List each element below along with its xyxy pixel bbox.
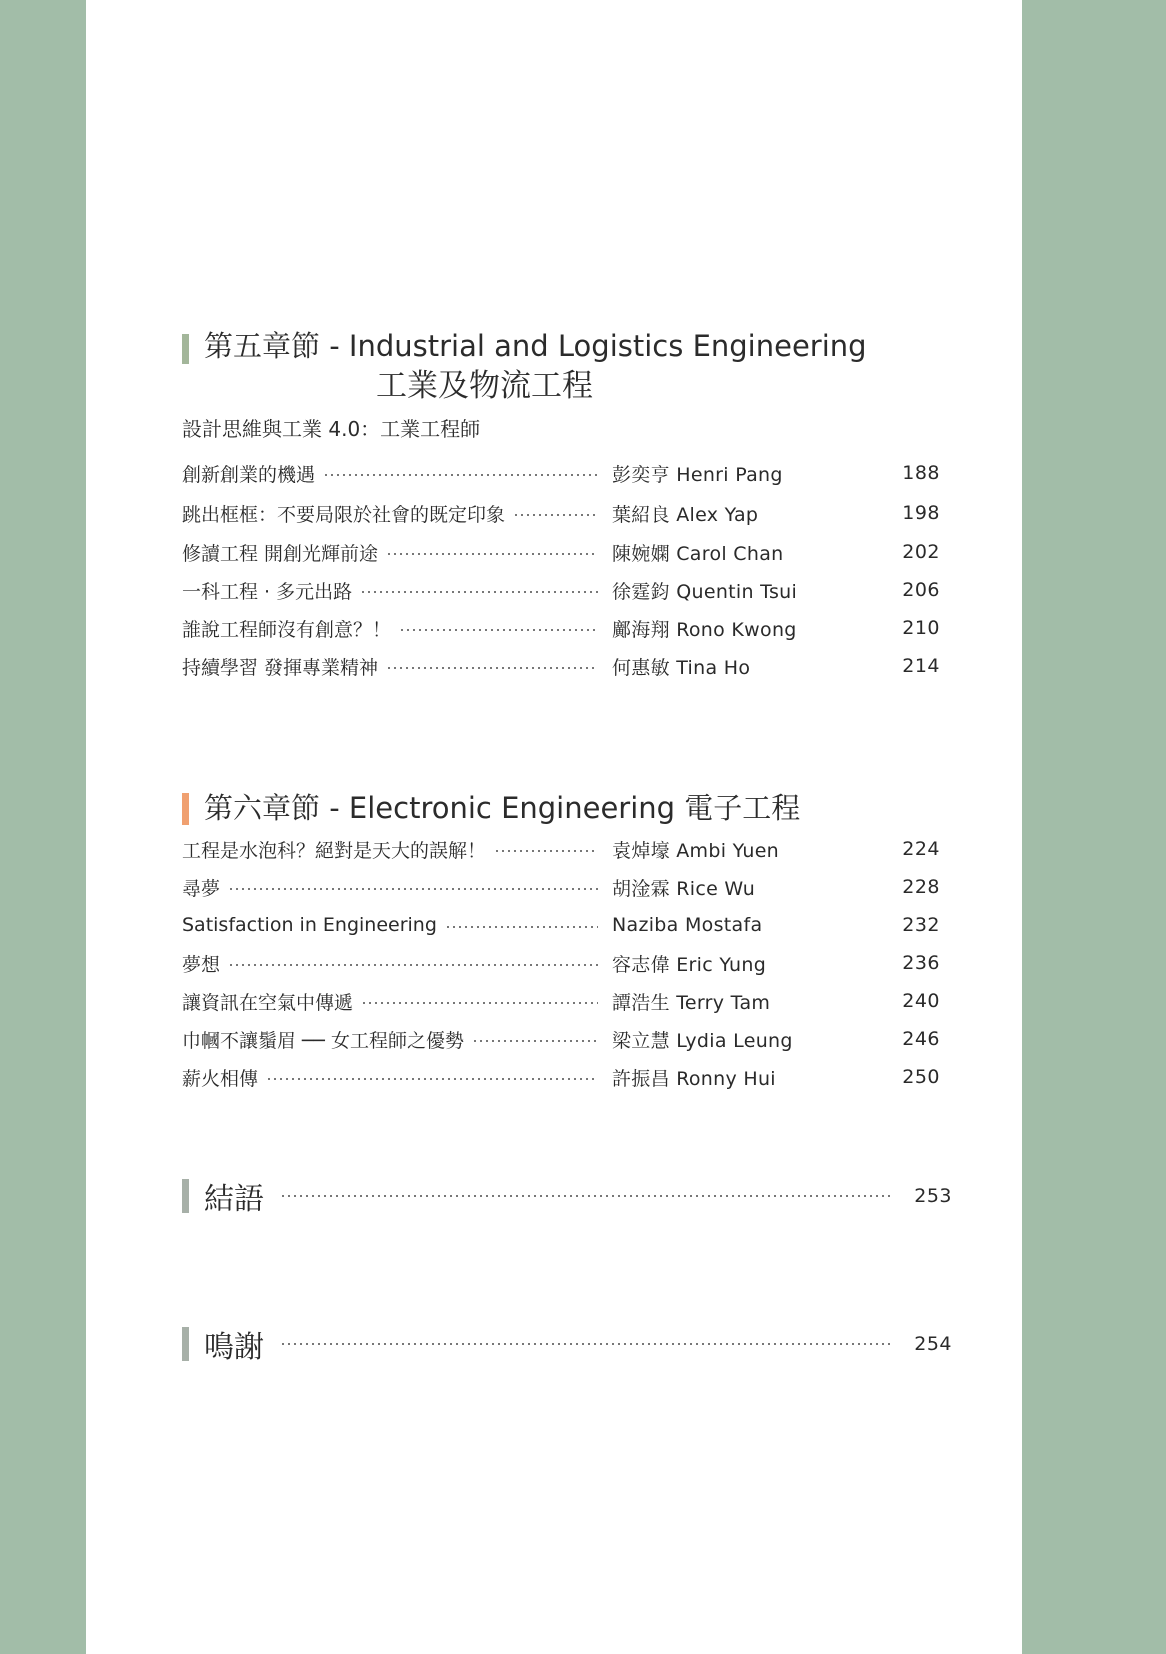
dot-leader: [445, 926, 598, 928]
toc-entry[interactable]: [182, 982, 952, 1020]
chapter6-entries: [182, 830, 952, 1096]
entry-author: 何惠敏 Tina Ho: [612, 656, 751, 679]
chapter5-bar: [182, 334, 189, 364]
entry-page: 228: [902, 876, 940, 898]
entry-author: 陳婉嫻 Carol Chan: [612, 542, 784, 565]
entry-title: Satisfaction in Engineering: [182, 914, 437, 936]
conclusion-page: 253: [914, 1185, 952, 1207]
entry-page: 246: [902, 1028, 940, 1050]
acknowledgements-title: 鳴謝: [204, 1330, 264, 1365]
toc-entry[interactable]: [182, 647, 952, 685]
toc-entry[interactable]: [182, 609, 952, 647]
entry-author: 袁焯壕 Ambi Yuen: [612, 839, 780, 862]
entry-author: Naziba Mostafa: [612, 914, 763, 936]
toc-entry[interactable]: [182, 493, 952, 533]
entry-author: 許振昌 Ronny Hui: [612, 1067, 776, 1090]
entry-author: 容志偉 Eric Yung: [612, 953, 767, 976]
entry-title: 工程是水泡科？絕對是天大的誤解！: [182, 839, 487, 862]
toc-entry[interactable]: [182, 453, 952, 493]
toc-entry[interactable]: [182, 906, 952, 944]
toc-page: [86, 0, 1022, 1654]
entry-author: 梁立慧 Lydia Leung: [612, 1029, 793, 1052]
chapter5-title: 第五章節 - Industrial and Logistics Engineering: [204, 329, 867, 363]
entry-page: 206: [902, 579, 940, 601]
entry-page: 224: [902, 838, 940, 860]
conclusion-title: 結語: [204, 1182, 264, 1217]
dot-leader: [472, 1040, 598, 1042]
entry-page: 240: [902, 990, 940, 1012]
entry-title: 跳出框框：不要局限於社會的既定印象: [182, 503, 506, 526]
acknowledgements-bar: [182, 1327, 189, 1361]
entry-title: 創新創業的機遇: [182, 463, 316, 486]
entry-page: 188: [902, 462, 940, 484]
chapter5-entries: [182, 453, 952, 685]
toc-entry[interactable]: [182, 1058, 952, 1096]
entry-page: 232: [902, 914, 940, 936]
entry-page: 236: [902, 952, 940, 974]
chapter6-section: [182, 788, 952, 1096]
conclusion-bar: [182, 1179, 189, 1213]
toc-entry[interactable]: [182, 830, 952, 868]
chapter5-subtitle: 設計思維與工業 4.0：工業工程師: [182, 417, 481, 441]
dot-leader: [280, 1343, 892, 1345]
dot-leader: [494, 850, 598, 852]
entry-page: 214: [902, 655, 940, 677]
entry-title: 一科工程 ‧ 多元出路: [182, 580, 353, 603]
entry-author: 胡淦霖 Rice Wu: [612, 877, 756, 900]
entry-author: 鄺海翔 Rono Kwong: [612, 618, 797, 641]
entry-page: 202: [902, 541, 940, 563]
dot-leader: [386, 553, 598, 555]
chapter5-title-line2: 工業及物流工程: [376, 368, 593, 404]
toc-entry[interactable]: [182, 533, 952, 571]
acknowledgements-page: 254: [914, 1333, 952, 1355]
entry-page: 198: [902, 502, 940, 524]
toc-entry[interactable]: [182, 1020, 952, 1058]
dot-leader: [266, 1078, 598, 1080]
toc-entry[interactable]: [182, 868, 952, 906]
toc-entry-conclusion[interactable]: [182, 1176, 952, 1216]
dot-leader: [386, 667, 598, 669]
dot-leader: [323, 474, 598, 476]
entry-title: 讓資訊在空氣中傳遞: [182, 991, 354, 1014]
dot-leader: [399, 629, 598, 631]
chapter6-header: [182, 788, 952, 828]
dot-leader: [228, 888, 598, 890]
entry-title: 巾幗不讓鬚眉 ── 女工程師之優勢: [182, 1029, 464, 1052]
dot-leader: [280, 1195, 892, 1197]
entry-title: 持續學習 發揮專業精神: [182, 656, 379, 679]
entry-author: 徐霆鈞 Quentin Tsui: [612, 580, 798, 603]
chapter5-header: [182, 326, 952, 406]
entry-page: 250: [902, 1066, 940, 1088]
dot-leader: [360, 591, 598, 593]
toc-entry-acknowledgements[interactable]: [182, 1324, 952, 1364]
entry-title: 尋夢: [182, 877, 221, 900]
entry-title: 夢想: [182, 953, 221, 976]
entry-title: 誰說工程師沒有創意？！: [182, 618, 392, 641]
chapter6-title: 第六章節 - Electronic Engineering 電子工程: [204, 791, 801, 825]
chapter5-section: [182, 326, 952, 685]
dot-leader: [228, 964, 598, 966]
dot-leader: [361, 1002, 598, 1004]
entry-title: 修讀工程 開創光輝前途: [182, 542, 379, 565]
toc-entry[interactable]: [182, 944, 952, 982]
entry-author: 譚浩生 Terry Tam: [612, 991, 771, 1014]
entry-author: 葉紹良 Alex Yap: [612, 503, 759, 526]
chapter6-bar: [182, 793, 189, 825]
entry-author: 彭奕亨 Henri Pang: [612, 463, 783, 486]
entry-title: 薪火相傳: [182, 1067, 259, 1090]
toc-entry[interactable]: [182, 571, 952, 609]
dot-leader: [513, 514, 598, 516]
entry-page: 210: [902, 617, 940, 639]
